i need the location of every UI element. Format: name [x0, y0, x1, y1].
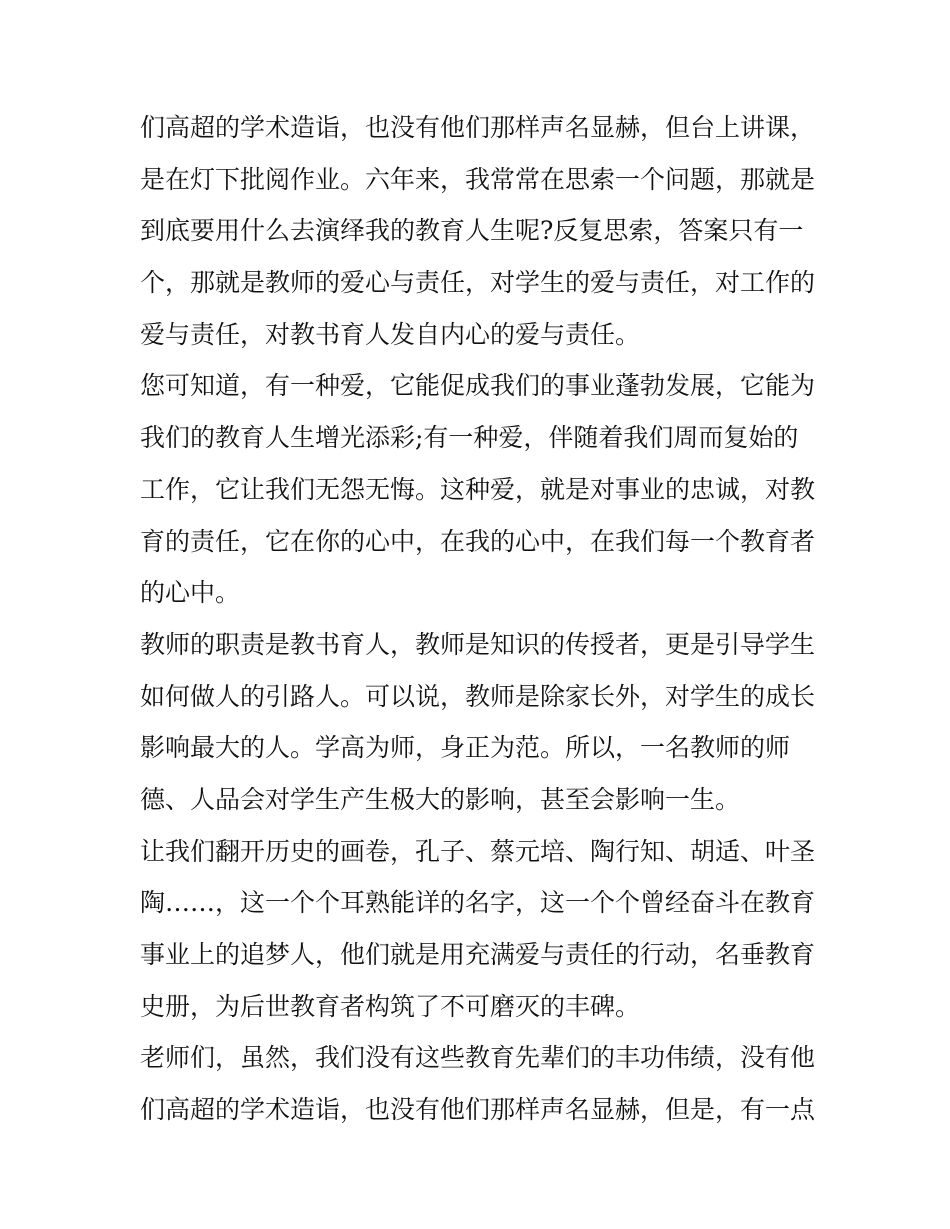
text-line: 陶……，这一个个耳熟能详的名字，这一个个曾经奋斗在教育	[140, 888, 816, 918]
text-line: 育的责任，它在你的心中，在我的心中，在我们每一个教育者	[140, 526, 816, 556]
text-line: 们高超的学术造诣，也没有他们那样声名显赫，但是，有一点	[140, 1095, 816, 1125]
text-line: 的心中。	[140, 578, 241, 608]
text-line: 您可知道，有一种爱，它能促成我们的事业蓬勃发展，它能为	[140, 371, 816, 401]
text-line: 事业上的追梦人，他们就是用充满爱与责任的行动，名垂教育	[140, 940, 816, 969]
text-line: 让我们翻开历史的画卷，孔子、蔡元培、陶行知、胡适、叶圣	[140, 836, 816, 866]
text-line: 工作，它让我们无怨无悔。这种爱，就是对事业的忠诚，对教	[140, 474, 816, 504]
text-line: 如何做人的引路人。可以说，教师是除家长外，对学生的成长	[140, 681, 816, 711]
text-line: 我们的教育人生增光添彩;有一种爱，伴随着我们周而复始的	[140, 423, 799, 453]
text-line: 爱与责任，对教书育人发自内心的爱与责任。	[140, 319, 641, 349]
text-line: 教师的职责是教书育人，教师是知识的传授者，更是引导学生	[140, 629, 816, 659]
body-text	[140, 102, 820, 1136]
text-line: 影响最大的人。学高为师，身正为范。所以，一名教师的师	[140, 733, 791, 763]
text-line: 们高超的学术造诣，也没有他们那样声名显赫，但台上讲课，	[140, 113, 816, 142]
text-line: 德、人品会对学生产生极大的影响，甚至会影响一生。	[140, 784, 741, 814]
text-line: 到底要用什么去演绎我的教育人生呢?反复思索，答案只有一	[140, 216, 804, 246]
text-line: 老师们，虽然，我们没有这些教育先辈们的丰功伟绩，没有他	[140, 1043, 816, 1073]
text-line: 史册，为后世教育者构筑了不可磨灭的丰碑。	[140, 991, 641, 1021]
text-line: 个，那就是教师的爱心与责任，对学生的爱与责任，对工作的	[140, 268, 816, 298]
text-line: 是在灯下批阅作业。六年来，我常常在思索一个问题，那就是	[140, 164, 816, 194]
